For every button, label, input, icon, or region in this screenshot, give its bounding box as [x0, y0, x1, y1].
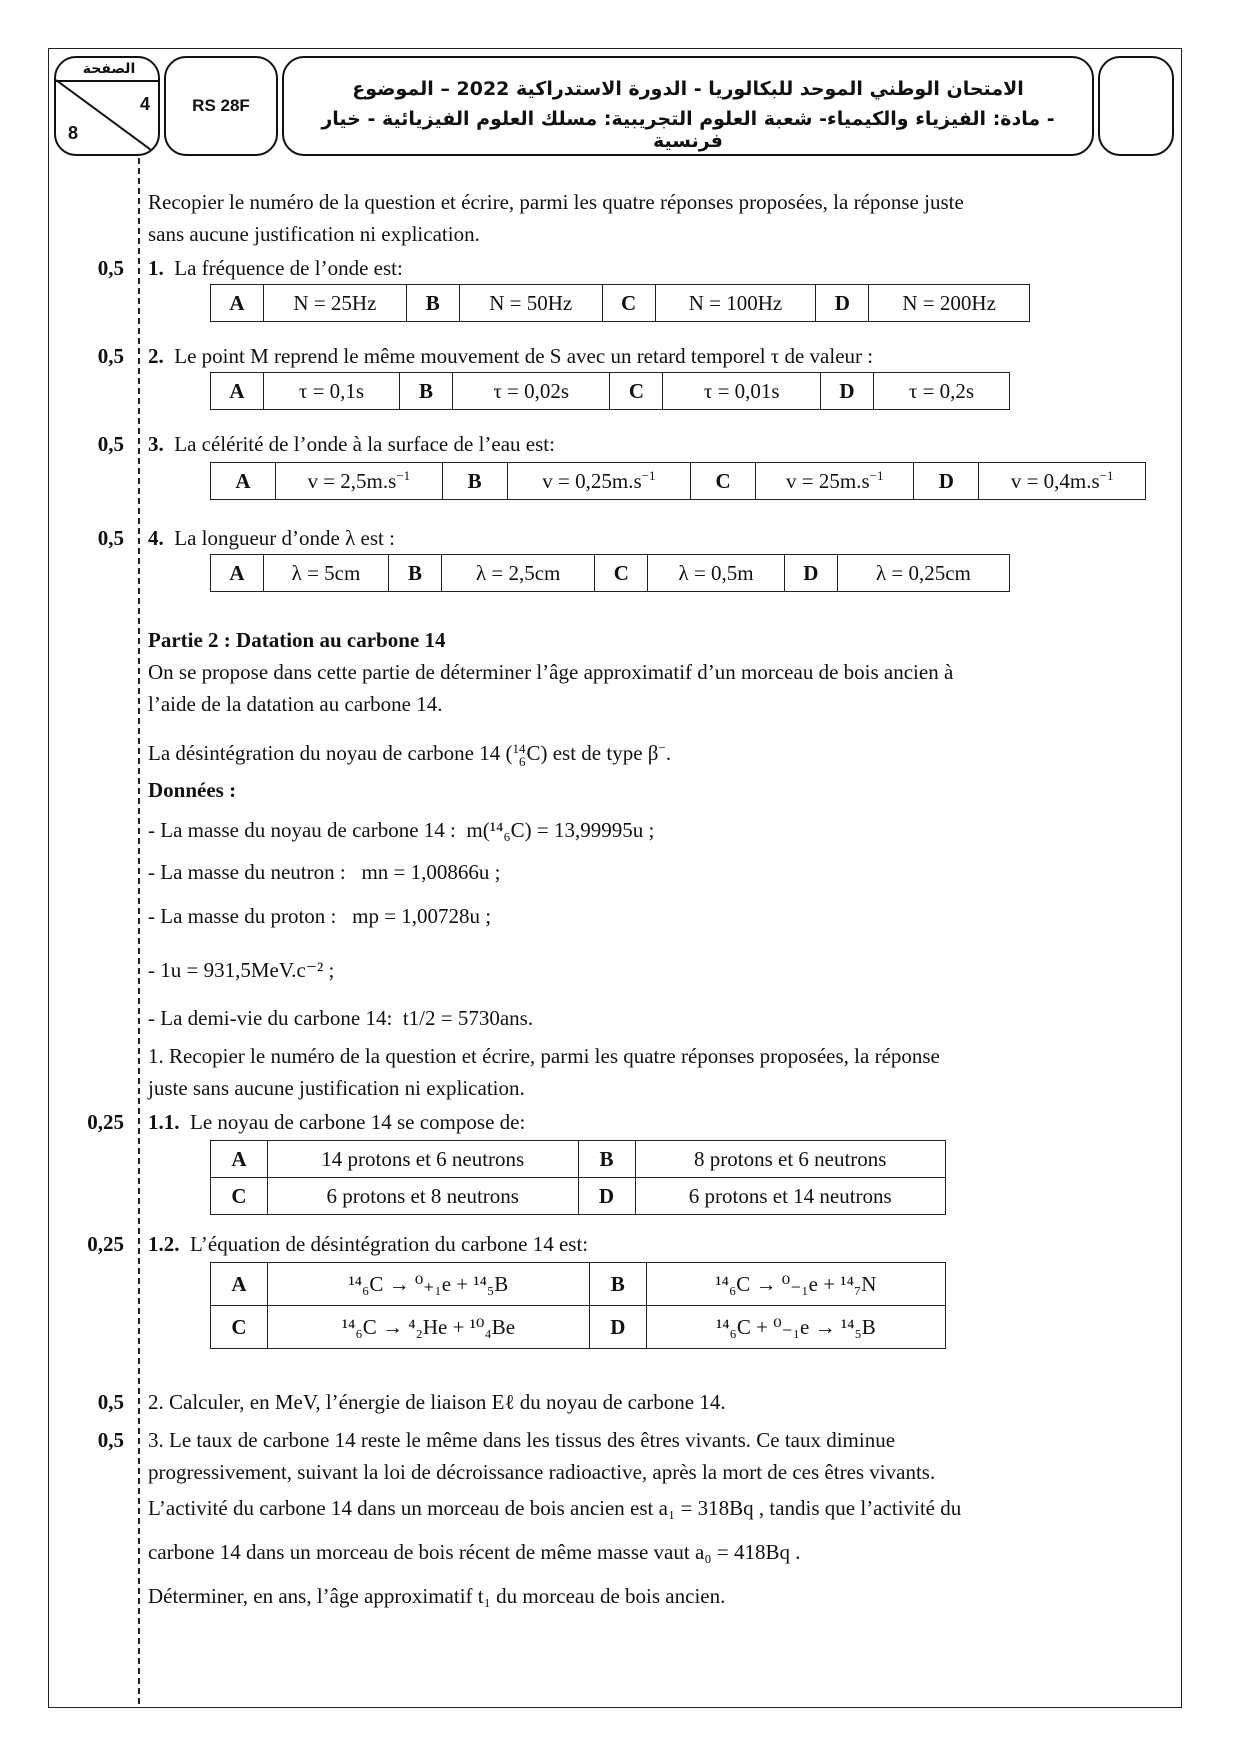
donnee-1-value: m(¹⁴₆C) = 13,99995u ; — [466, 818, 655, 842]
q3-opt-a — [276, 463, 443, 500]
donnee-3-label: - La masse du proton : — [148, 904, 337, 928]
score-q1: 0,5 — [97, 256, 124, 280]
q12-opt-d: ¹⁴₆C + ⁰₋₁e → ¹⁴₅B — [646, 1306, 945, 1349]
score-q4: 0,5 — [97, 526, 124, 550]
q2-opt-d: τ = 0,2s — [874, 373, 1010, 410]
q12-num: 1.2. — [148, 1232, 180, 1256]
q2-key-a: A — [211, 373, 264, 410]
exam-title-box — [282, 56, 1094, 156]
q4-text: La longueur d’onde λ est : — [174, 526, 395, 550]
q4-opt-c: λ = 0,5m — [648, 555, 785, 592]
q11-options — [210, 1140, 946, 1215]
q11-opt-d: 6 protons et 14 neutrons — [635, 1178, 946, 1215]
part2-p3a: La désintégration du noyau de carbone 14 — [148, 741, 501, 765]
q4-num: 4. — [148, 526, 164, 550]
q12-opt-a: ¹⁴₆C → ⁰₊₁e + ¹⁴₅B — [268, 1263, 590, 1306]
q3-opt-b — [507, 463, 691, 500]
q3-num: 3. — [148, 432, 164, 456]
q1-opt-c: N = 100Hz — [655, 285, 816, 322]
q2-key-c: C — [610, 373, 663, 410]
donnee-5-label: - La demi-vie du carbone 14: — [148, 1006, 393, 1030]
part2-p2: l’aide de la datation au carbone 14. — [148, 692, 443, 716]
p2-q3-line1: 3. Le taux de carbone 14 reste le même dans les tissus des êtres vivants. Ce taux diminue — [148, 1428, 896, 1452]
q11-key-d: D — [578, 1178, 635, 1215]
intro-line2: sans aucune justification ni explication. — [148, 222, 480, 246]
donnee-1 — [148, 814, 654, 846]
q1-key-a: A — [211, 285, 264, 322]
q11-text: Le noyau de carbone 14 se compose de: — [190, 1110, 526, 1134]
q3-opt-b-exp: −1 — [641, 468, 656, 483]
exam-title-line1: الامتحان الوطني الموحد للبكالوريا - الدورة الاستدراكية 2022 – الموضوع — [352, 78, 1024, 100]
question-1 — [148, 252, 403, 284]
q3-opt-a-value: v = 2,5m.s — [307, 469, 397, 493]
q3-key-a: A — [211, 463, 276, 500]
question-1-2 — [148, 1228, 588, 1260]
donnee-3-value: mp = 1,00728u ; — [352, 904, 492, 928]
q2-text: Le point M reprend le même mouvement de S avec un retard temporel τ de valeur : — [174, 344, 874, 368]
donnees-title: Données : — [148, 778, 237, 802]
blank-box — [1098, 56, 1174, 156]
q12-text: L’équation de désintégration du carbone 14 est: — [190, 1232, 589, 1256]
page-total: 8 — [68, 123, 79, 143]
q2-key-d: D — [821, 373, 874, 410]
q4-key-c: C — [595, 555, 648, 592]
q4-key-b: B — [389, 555, 442, 592]
q11-key-a: A — [211, 1141, 268, 1178]
q2-opt-c: τ = 0,01s — [663, 373, 821, 410]
q11-key-c: C — [211, 1178, 268, 1215]
donnee-5-value: t1/2 = 5730ans. — [402, 1006, 534, 1030]
q1-options — [210, 284, 1030, 322]
q4-opt-b: λ = 2,5cm — [442, 555, 595, 592]
q3-key-b: B — [442, 463, 507, 500]
score-p2-q2: 0,5 — [97, 1390, 124, 1414]
page-number-box — [54, 56, 160, 156]
part2-p3: La désintégration du noyau de carbone 14 ( 14 6 C) est de type β−. — [148, 740, 672, 770]
donnee-2-value: mn = 1,00866u ; — [361, 860, 501, 884]
donnee-5 — [148, 1002, 533, 1034]
p2-q3-line4: carbone 14 dans un morceau de bois récent de même masse vaut a₀ = 418Bq . — [148, 1540, 801, 1564]
donnee-1-label: - La masse du noyau de carbone 14 : — [148, 818, 456, 842]
p2-q1-line1: 1. Recopier le numéro de la question et écrire, parmi les quatre réponses proposées, la réponse — [148, 1044, 940, 1068]
q4-opt-a: λ = 5cm — [264, 555, 389, 592]
donnee-4: - 1u = 931,5MeV.c⁻² ; — [148, 958, 335, 982]
score-p2-q3: 0,5 — [97, 1428, 124, 1452]
exam-code: RS 28F — [164, 56, 278, 156]
q1-key-c: C — [602, 285, 655, 322]
q1-num: 1. — [148, 256, 164, 280]
p2-q3-line3: L’activité du carbone 14 dans un morceau de bois ancien est a₁ = 318Bq , tandis que l’activité du — [148, 1496, 962, 1520]
c14-isotope: 14 6 — [512, 741, 526, 770]
score-q3: 0,5 — [97, 432, 124, 456]
q12-opt-b: ¹⁴₆C → ⁰₋₁e + ¹⁴₇N — [646, 1263, 945, 1306]
q3-key-c: C — [691, 463, 756, 500]
exam-title-line2: - مادة: الفيزياء والكيمياء- شعبة العلوم التجريبية: مسلك العلوم الفيزيائية - خيار فرنسية — [321, 108, 1055, 152]
q3-opt-c — [756, 463, 914, 500]
q3-text: La célérité de l’onde à la surface de l’eau est: — [174, 432, 555, 456]
beta-minus-sup: − — [658, 740, 666, 755]
q3-options — [210, 462, 1146, 500]
page-number: 4 — [139, 94, 150, 114]
q3-opt-c-value: v = 25m.s — [786, 469, 870, 493]
q1-text: La fréquence de l’onde est: — [174, 256, 403, 280]
donnee-3 — [148, 900, 491, 932]
question-1-1 — [148, 1106, 525, 1138]
score-q2: 0,5 — [97, 344, 124, 368]
margin-dashed-line — [138, 158, 140, 1704]
q3-opt-d-value: v = 0,4m.s — [1010, 469, 1100, 493]
q2-num: 2. — [148, 344, 164, 368]
q4-options — [210, 554, 1010, 592]
q1-key-d: D — [816, 285, 869, 322]
donnee-2-label: - La masse du neutron : — [148, 860, 346, 884]
score-q12: 0,25 — [87, 1232, 124, 1256]
q3-opt-d — [979, 463, 1146, 500]
q3-opt-a-exp: −1 — [396, 468, 411, 483]
question-4 — [148, 522, 395, 554]
q12-options — [210, 1262, 946, 1349]
p2-q3-line5: Déterminer, en ans, l’âge approximatif t₁ du morceau de bois ancien. — [148, 1584, 726, 1608]
q3-opt-b-value: v = 0,25m.s — [542, 469, 642, 493]
q11-opt-b: 8 protons et 6 neutrons — [635, 1141, 946, 1178]
q1-opt-b: N = 50Hz — [459, 285, 602, 322]
p2-question-2: 2. Calculer, en MeV, l’énergie de liaison Eℓ du noyau de carbone 14. — [148, 1390, 726, 1414]
q11-num: 1.1. — [148, 1110, 180, 1134]
q1-key-b: B — [406, 285, 459, 322]
part2-p3b: est de type β — [552, 741, 659, 765]
q11-key-b: B — [578, 1141, 635, 1178]
intro-line1: Recopier le numéro de la question et écrire, parmi les quatre réponses proposées, la réponse juste — [148, 190, 964, 214]
part2-p1: On se propose dans cette partie de déterminer l’âge approximatif d’un morceau de bois ancien à — [148, 660, 954, 684]
q11-opt-a: 14 protons et 6 neutrons — [268, 1141, 579, 1178]
page-label: الصفحة — [56, 58, 160, 82]
q2-opt-a: τ = 0,1s — [264, 373, 400, 410]
q11-opt-c: 6 protons et 8 neutrons — [268, 1178, 579, 1215]
q4-key-d: D — [784, 555, 837, 592]
question-2 — [148, 340, 873, 372]
q2-options — [210, 372, 1010, 410]
q3-opt-d-exp: −1 — [1099, 468, 1114, 483]
q2-opt-b: τ = 0,02s — [452, 373, 610, 410]
score-q11: 0,25 — [87, 1110, 124, 1134]
q12-opt-c: ¹⁴₆C → ⁴₂He + ¹⁰₄Be — [268, 1306, 590, 1349]
p2-q1-line2: juste sans aucune justification ni explication. — [148, 1076, 525, 1100]
q4-key-a: A — [211, 555, 264, 592]
q1-opt-d: N = 200Hz — [869, 285, 1030, 322]
donnee-2 — [148, 856, 500, 888]
q3-key-d: D — [914, 463, 979, 500]
part2-title: Partie 2 : Datation au carbone 14 — [148, 628, 446, 652]
p2-q3-line2: progressivement, suivant la loi de décroissance radioactive, après la mort de ces êtres vivants. — [148, 1460, 936, 1484]
q12-key-a: A — [211, 1263, 268, 1306]
q2-key-b: B — [399, 373, 452, 410]
q12-key-b: B — [589, 1263, 646, 1306]
q3-opt-c-exp: −1 — [869, 468, 884, 483]
q12-key-c: C — [211, 1306, 268, 1349]
question-3 — [148, 428, 555, 460]
q12-key-d: D — [589, 1306, 646, 1349]
q4-opt-d: λ = 0,25cm — [837, 555, 1009, 592]
q1-opt-a: N = 25Hz — [264, 285, 407, 322]
